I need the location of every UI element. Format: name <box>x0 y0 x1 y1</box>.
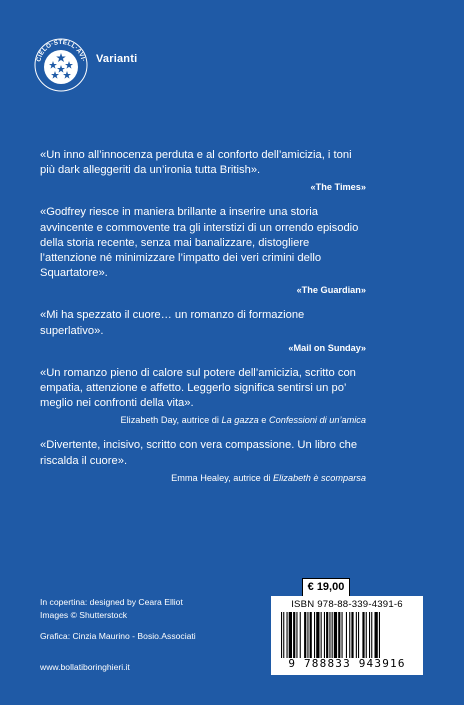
quote <box>40 308 366 353</box>
barcode-bar <box>338 612 340 658</box>
barcode-bar <box>307 612 308 658</box>
barcode-bar <box>379 612 380 658</box>
quote-text: «Un inno all’innocenza perduta e al conforto dell’amicizia, i toni più dark alleggeriti da un’ironia tutta British». <box>40 149 352 177</box>
barcode-bar <box>314 612 315 658</box>
barcode-bar <box>287 612 288 658</box>
barcode-bar <box>346 612 347 658</box>
barcode-bar <box>281 612 282 658</box>
quote <box>40 366 366 427</box>
series-name: Varianti <box>96 53 138 65</box>
quotes-block <box>40 148 366 496</box>
barcode-panel <box>271 596 423 675</box>
publisher-website: www.bollatiboringhieri.it <box>40 662 130 672</box>
barcode-bar <box>310 612 312 658</box>
graphics-credit: Grafica: Cinzia Maurino - Bosio.Associati <box>40 631 196 641</box>
quote-text: «Un romanzo pieno di calore sul potere dell’amicizia, scritto con empatia, attenzione e affetto. Leggerlo significa sentirsi un po’ meglio nei confronti della vita». <box>40 366 356 410</box>
source-author: Elizabeth Day, autrice di <box>120 415 222 426</box>
source-book-title: Elizabeth è scomparsa <box>273 472 366 483</box>
barcode-bar <box>321 612 322 658</box>
quote-source <box>40 472 366 484</box>
barcode-bar <box>371 612 372 658</box>
quote <box>40 148 366 193</box>
barcode-bar <box>326 612 328 658</box>
barcode-bar <box>324 612 325 658</box>
barcode-bar <box>300 612 301 658</box>
price-tag: € 19,00 <box>302 578 350 597</box>
quote-text: «Divertente, incisivo, scritto con vera compassione. Un libro che riscalda il cuore». <box>40 439 358 467</box>
barcode-bar <box>375 612 378 658</box>
barcode-bar <box>332 612 333 658</box>
ean-number: 9 788833 943916 <box>288 657 406 670</box>
quote <box>40 438 366 483</box>
source-conjunction: e <box>258 415 269 426</box>
image-credit: Images © Shutterstock <box>40 610 128 620</box>
barcode-bar <box>304 612 306 658</box>
barcode-bar <box>356 612 357 658</box>
credits <box>40 596 196 643</box>
source-book-title: Confessioni di un’amica <box>268 415 366 426</box>
logo-text: CIELO·STELL·AVI· <box>35 38 87 63</box>
quote-source: «The Guardian» <box>296 285 366 296</box>
quote-text: «Mi ha spezzato il cuore… un romanzo di formazione superlativo». <box>40 309 305 337</box>
quote-source <box>40 414 366 426</box>
barcode-bar <box>366 612 367 658</box>
barcode-bar <box>358 612 359 658</box>
source-author: Emma Healey, autrice di <box>171 472 274 483</box>
barcode-bar <box>362 612 364 658</box>
publisher-logo <box>34 38 88 92</box>
barcode-bar <box>283 612 284 658</box>
barcode-bar <box>289 612 292 658</box>
isbn-label: ISBN 978-88-339-4391-6 <box>291 599 403 610</box>
barcode-bar <box>342 612 343 658</box>
barcode-bar <box>369 612 370 658</box>
source-book-title: La gazza <box>221 415 259 426</box>
barcode <box>281 612 419 658</box>
barcode-bar <box>316 612 319 658</box>
barcode-bar <box>329 612 330 658</box>
barcode-bar <box>334 612 337 658</box>
cover-credit: In copertina: designed by Ceara Elliot <box>40 597 183 607</box>
quote-source: «The Times» <box>310 182 366 193</box>
barcode-bar <box>351 612 353 658</box>
quote <box>40 205 366 296</box>
barcode-bar <box>296 612 297 658</box>
quote-text: «Godfrey riesce in maniera brillante a inserire una storia avvincente e commovente tra gli interstizi di un orrendo episodio della storia recente, senza mai banalizzare, distogliere l’attenzione né minimizzare l’impatto dei veri crimini dello Squartatore». <box>40 206 359 280</box>
quote-source: «Mail on Sunday» <box>288 342 366 353</box>
barcode-bar <box>293 612 295 658</box>
barcode-bar <box>349 612 350 658</box>
